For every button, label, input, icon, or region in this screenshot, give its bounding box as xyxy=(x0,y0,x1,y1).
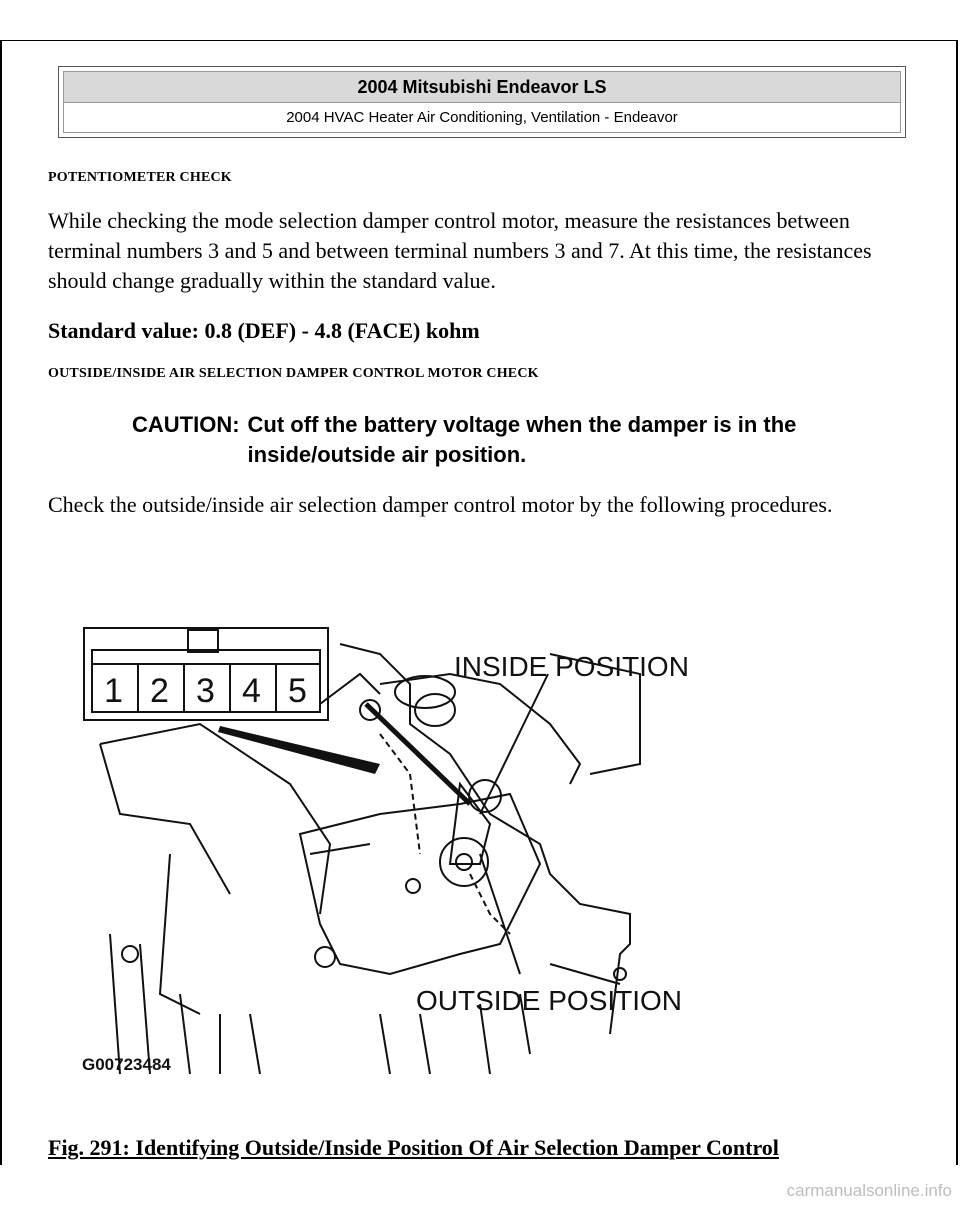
damper-heading: OUTSIDE/INSIDE AIR SELECTION DAMPER CONTROL MOTOR CHECK xyxy=(48,366,539,381)
figure-caption: Fig. 291: Identifying Outside/Inside Position Of Air Selection Damper Control xyxy=(48,1135,779,1160)
caution-text: Cut off the battery voltage when the damper is in the inside/outside air position. xyxy=(247,412,797,467)
document-header xyxy=(58,66,906,138)
figure-id: G00723484 xyxy=(82,1055,171,1074)
connector-pin-4: 4 xyxy=(242,672,261,710)
caution-note xyxy=(132,410,912,470)
connector-pin-1: 1 xyxy=(104,672,123,710)
label-outside-position: OUTSIDE POSITION xyxy=(416,985,683,1016)
connector-pin-2: 2 xyxy=(150,672,169,710)
watermark: carmanualsonline.info xyxy=(786,1181,952,1200)
damper-motor-figure xyxy=(80,614,720,1076)
page-frame-right xyxy=(956,40,958,1165)
check-text: Check the outside/inside air selection damper control motor by the following procedures. xyxy=(48,492,833,517)
connector-pin-5: 5 xyxy=(288,672,307,710)
header-title: 2004 Mitsubishi Endeavor LS xyxy=(64,72,900,103)
standard-value: Standard value: 0.8 (DEF) - 4.8 (FACE) kohm xyxy=(48,318,480,343)
header-subtitle: 2004 HVAC Heater Air Conditioning, Ventilation - Endeavor xyxy=(286,109,678,126)
label-inside-position: INSIDE POSITION xyxy=(454,651,689,682)
page-frame-top xyxy=(0,40,958,41)
potentiometer-text: While checking the mode selection damper control motor, measure the resistances between terminal numbers 3 and 5 and between terminal numbers 3 and 7. At this time, the resistances should change gradually within the standard value. xyxy=(48,208,872,293)
page-frame-left xyxy=(0,40,2,1165)
motor-emblem xyxy=(406,879,420,893)
connector-pin-3: 3 xyxy=(196,672,215,710)
caution-label: CAUTION: xyxy=(132,412,240,437)
connector-latch xyxy=(188,630,218,652)
header-inner xyxy=(63,71,901,133)
potentiometer-heading: POTENTIOMETER CHECK xyxy=(48,170,232,185)
connector-pointer xyxy=(218,726,380,774)
